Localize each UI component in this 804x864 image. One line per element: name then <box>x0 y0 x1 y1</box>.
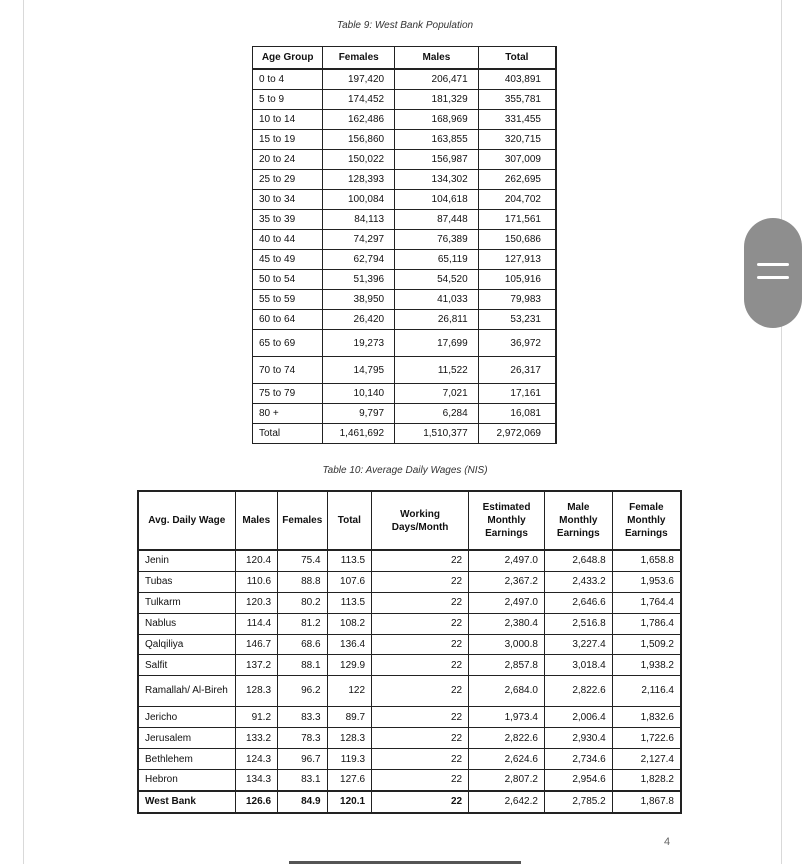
table-cell: 1,832.6 <box>612 707 681 728</box>
table-cell: 2,807.2 <box>469 770 545 791</box>
column-header: Females <box>323 47 395 70</box>
table-row <box>253 230 557 250</box>
column-header: Female Monthly Earnings <box>612 491 681 550</box>
table-cell: 2,006.4 <box>544 707 612 728</box>
table-cell: 17,161 <box>478 384 556 404</box>
table-cell: 113.5 <box>327 592 371 613</box>
table-cell: 9,797 <box>323 404 395 424</box>
table-cell: 107.6 <box>327 571 371 592</box>
population-table-body <box>253 69 557 444</box>
table-cell: 108.2 <box>327 613 371 634</box>
table-cell: 2,367.2 <box>469 571 545 592</box>
table-cell: 41,033 <box>395 290 479 310</box>
table-cell: 55 to 59 <box>253 290 323 310</box>
table-cell: 262,695 <box>478 170 556 190</box>
table-cell: 129.9 <box>327 655 371 676</box>
table-cell: Ramallah/ Al-Bireh <box>138 676 235 707</box>
table-cell: 128,393 <box>323 170 395 190</box>
table-cell: Hebron <box>138 770 235 791</box>
page-edge-right <box>781 0 782 864</box>
column-header: Estimated Monthly Earnings <box>469 491 545 550</box>
table-cell: 1,509.2 <box>612 634 681 655</box>
table-cell: 87,448 <box>395 210 479 230</box>
table-cell: 7,021 <box>395 384 479 404</box>
table-cell: 2,433.2 <box>544 571 612 592</box>
table-cell: 1,828.2 <box>612 770 681 791</box>
table-cell: 35 to 39 <box>253 210 323 230</box>
table-cell: 3,227.4 <box>544 634 612 655</box>
table-cell: Bethlehem <box>138 749 235 770</box>
table-row <box>253 110 557 130</box>
table-cell: 84,113 <box>323 210 395 230</box>
table-cell: 122 <box>327 676 371 707</box>
table-cell: 26,811 <box>395 310 479 330</box>
table-cell: 96.2 <box>278 676 328 707</box>
table-cell: 197,420 <box>323 69 395 90</box>
table-cell: 204,702 <box>478 190 556 210</box>
table-cell: 134.3 <box>235 770 277 791</box>
table-cell: 320,715 <box>478 130 556 150</box>
column-header: Avg. Daily Wage <box>138 491 235 550</box>
table-cell: 136.4 <box>327 634 371 655</box>
table-cell: 53,231 <box>478 310 556 330</box>
table-cell: 2,822.6 <box>544 676 612 707</box>
table-cell: 10 to 14 <box>253 110 323 130</box>
table-cell: 65 to 69 <box>253 330 323 357</box>
table-cell: 128.3 <box>235 676 277 707</box>
table-cell: 2,972,069 <box>478 424 556 444</box>
table-header-row <box>138 491 681 550</box>
table-cell: 150,022 <box>323 150 395 170</box>
table-cell: 2,516.8 <box>544 613 612 634</box>
table-row <box>138 634 681 655</box>
table-cell: 2,380.4 <box>469 613 545 634</box>
table-row <box>253 310 557 330</box>
table-cell: 54,520 <box>395 270 479 290</box>
table-cell: 1,510,377 <box>395 424 479 444</box>
table-cell: 26,420 <box>323 310 395 330</box>
table-cell: Jerusalem <box>138 728 235 749</box>
table-cell: 81.2 <box>278 613 328 634</box>
table-cell: 1,938.2 <box>612 655 681 676</box>
table-cell: 75 to 79 <box>253 384 323 404</box>
table-cell: 124.3 <box>235 749 277 770</box>
table-cell: 20 to 24 <box>253 150 323 170</box>
column-header: Males <box>235 491 277 550</box>
column-header: Total <box>327 491 371 550</box>
table-cell: 22 <box>372 571 469 592</box>
table-row <box>138 655 681 676</box>
table-row <box>138 571 681 592</box>
table-cell: Salfit <box>138 655 235 676</box>
table-cell: 134,302 <box>395 170 479 190</box>
table-cell: Total <box>253 424 323 444</box>
table-cell: 80 + <box>253 404 323 424</box>
table-cell: 36,972 <box>478 330 556 357</box>
table-cell: Jenin <box>138 550 235 571</box>
table-cell: 22 <box>372 613 469 634</box>
table-row <box>253 210 557 230</box>
table-cell: 331,455 <box>478 110 556 130</box>
table-cell: 22 <box>372 707 469 728</box>
table-cell: 30 to 34 <box>253 190 323 210</box>
table-cell: 22 <box>372 592 469 613</box>
table-cell: Qalqiliya <box>138 634 235 655</box>
table-cell: 65,119 <box>395 250 479 270</box>
table-cell: 1,953.6 <box>612 571 681 592</box>
table-row <box>138 613 681 634</box>
table-cell: 91.2 <box>235 707 277 728</box>
column-header: Females <box>278 491 328 550</box>
table-cell: 76,389 <box>395 230 479 250</box>
table-row <box>253 190 557 210</box>
table-cell: Tulkarm <box>138 592 235 613</box>
table-cell: 156,987 <box>395 150 479 170</box>
table-cell: Tubas <box>138 571 235 592</box>
table-cell: 1,764.4 <box>612 592 681 613</box>
table-cell: 2,785.2 <box>544 791 612 813</box>
table-cell: 127.6 <box>327 770 371 791</box>
table-cell: 2,642.2 <box>469 791 545 813</box>
table-cell: 1,786.4 <box>612 613 681 634</box>
table-cell: 17,699 <box>395 330 479 357</box>
table-cell: 307,009 <box>478 150 556 170</box>
table-cell: 11,522 <box>395 357 479 384</box>
table-row <box>253 357 557 384</box>
table-cell: 1,722.6 <box>612 728 681 749</box>
table-row <box>138 728 681 749</box>
table-cell: 26,317 <box>478 357 556 384</box>
table-cell: 40 to 44 <box>253 230 323 250</box>
table-cell: 19,273 <box>323 330 395 357</box>
table-header-row <box>253 47 557 70</box>
table-cell: 133.2 <box>235 728 277 749</box>
table-cell: 22 <box>372 655 469 676</box>
table-cell: 2,497.0 <box>469 550 545 571</box>
table-cell: 15 to 19 <box>253 130 323 150</box>
table10-caption: Table 10: Average Daily Wages (NIS) <box>322 465 488 476</box>
table9-caption: Table 9: West Bank Population <box>336 20 474 31</box>
table-cell: 100,084 <box>323 190 395 210</box>
table-cell: 110.6 <box>235 571 277 592</box>
table-cell: 22 <box>372 676 469 707</box>
table-cell: 146.7 <box>235 634 277 655</box>
table-cell: 2,624.6 <box>469 749 545 770</box>
table-cell: 10,140 <box>323 384 395 404</box>
table-cell: 0 to 4 <box>253 69 323 90</box>
table-cell: 206,471 <box>395 69 479 90</box>
table-cell: 84.9 <box>278 791 328 813</box>
table-cell: 60 to 64 <box>253 310 323 330</box>
table-cell: 22 <box>372 550 469 571</box>
table-cell: Nablus <box>138 613 235 634</box>
table-cell: 89.7 <box>327 707 371 728</box>
table-cell: 22 <box>372 749 469 770</box>
table-cell: 62,794 <box>323 250 395 270</box>
table-row <box>138 676 681 707</box>
table-cell: 96.7 <box>278 749 328 770</box>
table-cell: 2,734.6 <box>544 749 612 770</box>
table-cell: 1,867.8 <box>612 791 681 813</box>
table-cell: 22 <box>372 791 469 813</box>
scroll-handle[interactable] <box>744 218 802 328</box>
table-row <box>138 791 681 813</box>
table-cell: 2,954.6 <box>544 770 612 791</box>
table-cell: 22 <box>372 634 469 655</box>
table-row <box>138 770 681 791</box>
table-cell: 25 to 29 <box>253 170 323 190</box>
table-cell: 6,284 <box>395 404 479 424</box>
column-header: Males <box>395 47 479 70</box>
table-cell: 75.4 <box>278 550 328 571</box>
table-cell: 2,116.4 <box>612 676 681 707</box>
column-header: Total <box>478 47 556 70</box>
table-cell: 2,127.4 <box>612 749 681 770</box>
wages-table-body <box>138 550 681 813</box>
table-cell: 127,913 <box>478 250 556 270</box>
table-cell: West Bank <box>138 791 235 813</box>
table-row <box>138 550 681 571</box>
table-row <box>253 384 557 404</box>
table-cell: Jericho <box>138 707 235 728</box>
table-cell: 22 <box>372 770 469 791</box>
table-cell: 80.2 <box>278 592 328 613</box>
table-cell: 79,983 <box>478 290 556 310</box>
table-cell: 128.3 <box>327 728 371 749</box>
page-edge-left <box>23 0 24 864</box>
table-cell: 14,795 <box>323 357 395 384</box>
table-cell: 2,648.8 <box>544 550 612 571</box>
table-cell: 2,497.0 <box>469 592 545 613</box>
table-cell: 150,686 <box>478 230 556 250</box>
table-cell: 105,916 <box>478 270 556 290</box>
column-header: Age Group <box>253 47 323 70</box>
table-cell: 120.3 <box>235 592 277 613</box>
table-row <box>253 330 557 357</box>
table-cell: 45 to 49 <box>253 250 323 270</box>
table-cell: 1,973.4 <box>469 707 545 728</box>
table-row <box>253 290 557 310</box>
table-cell: 113.5 <box>327 550 371 571</box>
table-cell: 70 to 74 <box>253 357 323 384</box>
table-cell: 22 <box>372 728 469 749</box>
wages-table <box>137 490 682 814</box>
table-cell: 3,000.8 <box>469 634 545 655</box>
population-table <box>252 46 557 444</box>
table-cell: 50 to 54 <box>253 270 323 290</box>
table-row <box>253 270 557 290</box>
table-cell: 51,396 <box>323 270 395 290</box>
table-row <box>253 150 557 170</box>
table-cell: 38,950 <box>323 290 395 310</box>
table-cell: 137.2 <box>235 655 277 676</box>
table-cell: 3,018.4 <box>544 655 612 676</box>
table-cell: 114.4 <box>235 613 277 634</box>
table-cell: 120.4 <box>235 550 277 571</box>
table-cell: 16,081 <box>478 404 556 424</box>
table-cell: 2,857.8 <box>469 655 545 676</box>
table-row <box>253 424 557 444</box>
table-row <box>138 749 681 770</box>
table-cell: 88.1 <box>278 655 328 676</box>
table-cell: 1,658.8 <box>612 550 681 571</box>
table-cell: 156,860 <box>323 130 395 150</box>
page-number: 4 <box>664 836 671 848</box>
table-cell: 78.3 <box>278 728 328 749</box>
table-cell: 403,891 <box>478 69 556 90</box>
table-cell: 181,329 <box>395 90 479 110</box>
table-cell: 83.1 <box>278 770 328 791</box>
table-cell: 1,461,692 <box>323 424 395 444</box>
table-row <box>253 130 557 150</box>
table-cell: 2,930.4 <box>544 728 612 749</box>
table-cell: 119.3 <box>327 749 371 770</box>
table-cell: 5 to 9 <box>253 90 323 110</box>
table-cell: 168,969 <box>395 110 479 130</box>
table-row <box>253 404 557 424</box>
table-row <box>253 90 557 110</box>
table-row <box>138 592 681 613</box>
table-cell: 2,684.0 <box>469 676 545 707</box>
table-cell: 162,486 <box>323 110 395 130</box>
table-cell: 74,297 <box>323 230 395 250</box>
table-row <box>138 707 681 728</box>
table-cell: 174,452 <box>323 90 395 110</box>
table-cell: 163,855 <box>395 130 479 150</box>
column-header: Working Days/Month <box>372 491 469 550</box>
table-cell: 120.1 <box>327 791 371 813</box>
table-cell: 2,822.6 <box>469 728 545 749</box>
table-cell: 88.8 <box>278 571 328 592</box>
table-cell: 126.6 <box>235 791 277 813</box>
grip-icon <box>757 263 789 266</box>
table-cell: 355,781 <box>478 90 556 110</box>
grip-icon <box>757 276 789 279</box>
table-cell: 2,646.6 <box>544 592 612 613</box>
table-cell: 171,561 <box>478 210 556 230</box>
table-row <box>253 69 557 90</box>
table-cell: 83.3 <box>278 707 328 728</box>
table-row <box>253 170 557 190</box>
table-cell: 104,618 <box>395 190 479 210</box>
table-cell: 68.6 <box>278 634 328 655</box>
column-header: Male Monthly Earnings <box>544 491 612 550</box>
table-row <box>253 250 557 270</box>
